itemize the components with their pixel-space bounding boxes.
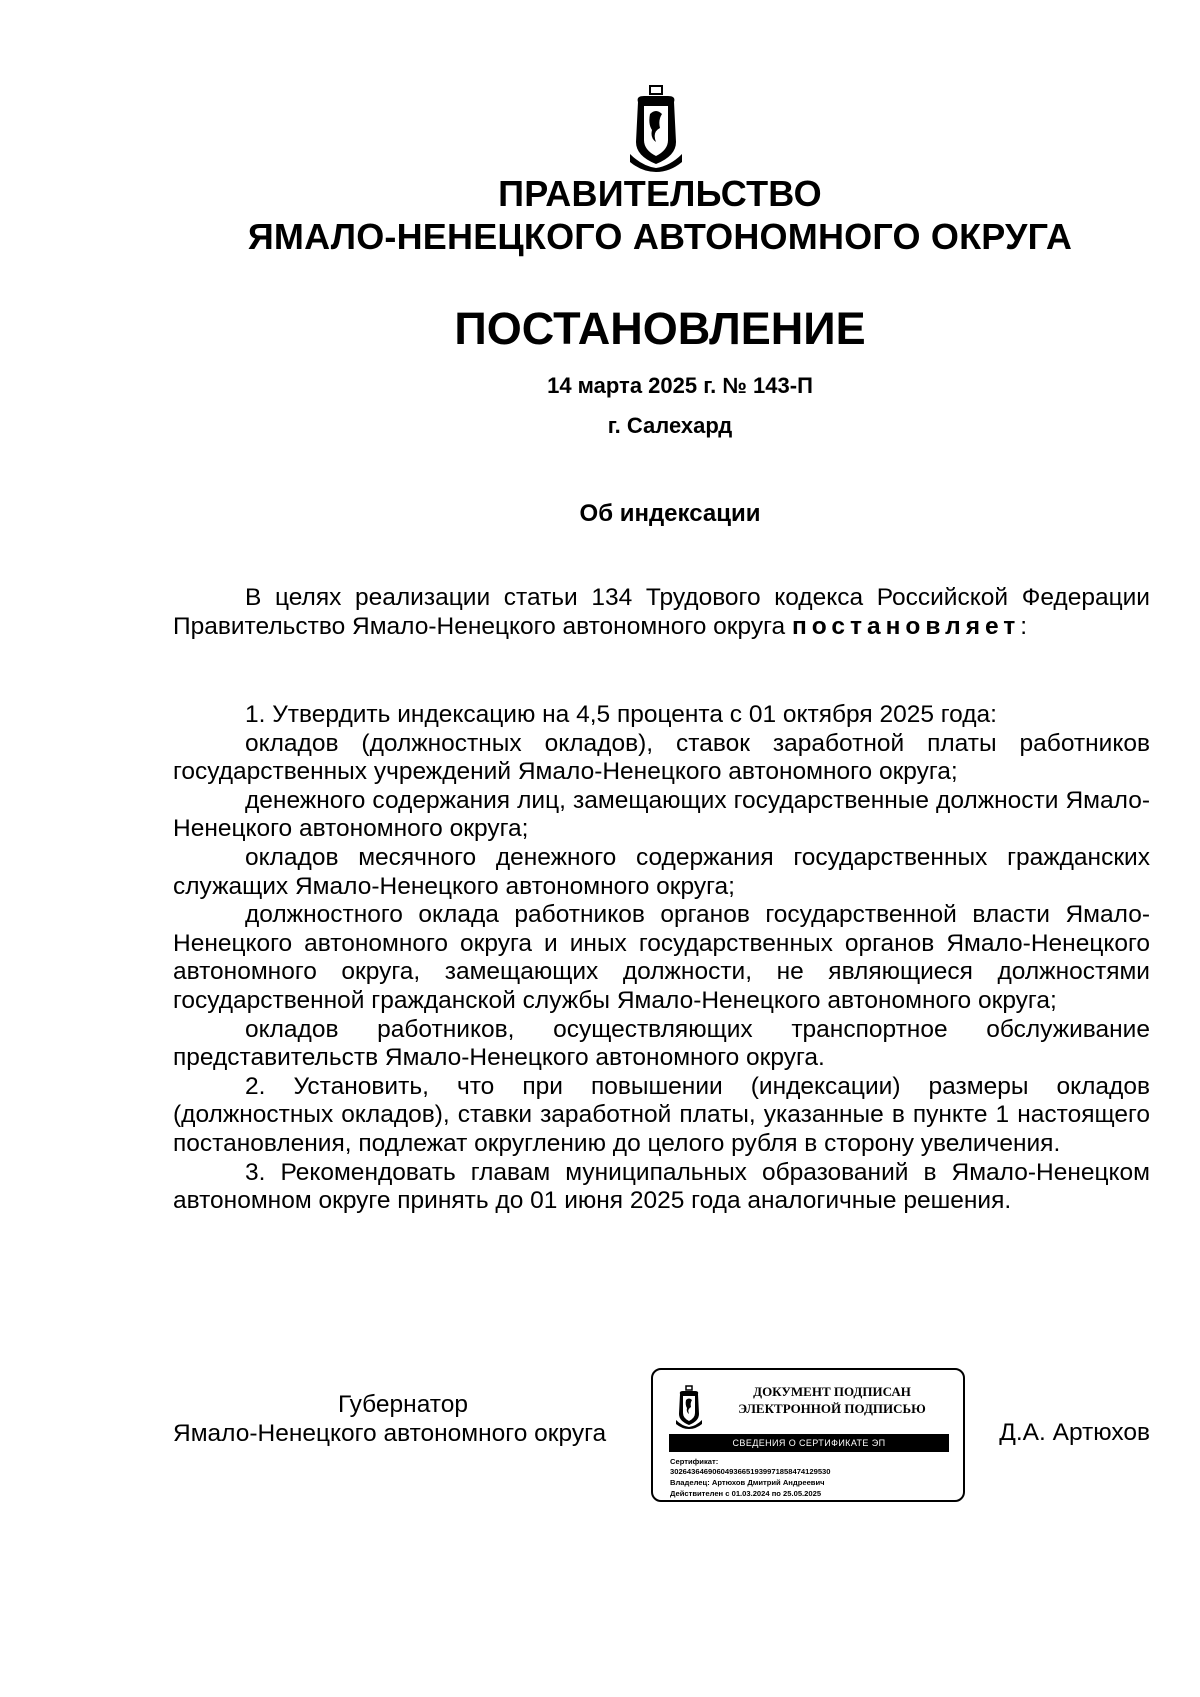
organization-title-line2: ЯМАЛО-НЕНЕЦКОГО АВТОНОМНОГО ОКРУГА xyxy=(247,216,1073,257)
preamble xyxy=(173,584,1150,641)
document-date-number: 14 марта 2025 г. № 143-П xyxy=(547,373,813,398)
stamp-owner: Владелец: Артюхов Дмитрий Андреевич xyxy=(670,1478,825,1487)
paragraph-subitem: окладов месячного денежного содержания государственных гражданских служащих Ямало-Ненецкого автономного округа; xyxy=(173,843,1150,900)
stamp-validity: Действителен с 01.03.2024 по 25.05.2025 xyxy=(670,1489,822,1498)
coat-of-arms-icon xyxy=(675,1384,703,1430)
preamble-paragraph xyxy=(173,584,1150,641)
paragraph-item-1: 1. Утвердить индексацию на 4,5 процента с 01 октября 2025 года: xyxy=(245,701,997,728)
decree-word: постановляет xyxy=(791,612,1021,640)
document-place: г. Салехард xyxy=(607,413,733,438)
signatory-title: Губернатор xyxy=(338,1391,468,1418)
preamble-colon: : xyxy=(1020,612,1028,640)
stamp-cert-label: Сертификат: xyxy=(670,1457,719,1466)
coat-of-arms-icon xyxy=(628,84,684,172)
paragraph-subitem: окладов работников, осуществляющих транспортное обслуживание представительств Ямало-Ненецкого автономного округа. xyxy=(173,1015,1150,1072)
document-subject: Об индексации xyxy=(579,500,761,527)
preamble-text: В целях реализации статьи 134 Трудового кодекса Российской Федерации Правительство Ямало-Ненецкого автономного округа xyxy=(173,584,1150,640)
paragraph-item-2: 2. Установить, что при повышении (индексации) размеры окладов (должностных окладов), ставки заработной платы, указанные в пункте 1 настоящего постановления, подлежат округлению до целого рубля в сторону увеличения. xyxy=(173,1072,1150,1157)
decree-body xyxy=(173,701,1150,1216)
stamp-title-line2: ЭЛЕКТРОННОЙ ПОДПИСЬЮ xyxy=(738,1401,926,1416)
paragraph-subitem: должностного оклада работников органов государственной власти Ямало-Ненецкого автономного округа и иных государственных органов Ямало-Ненецкого автономного округа, замещающих должности, не являющиеся должностями государственной гражданской службы Ямало-Ненецкого автономного округа; xyxy=(173,901,1150,1014)
electronic-signature-stamp xyxy=(651,1368,965,1502)
document-type: ПОСТАНОВЛЕНИЕ xyxy=(454,303,866,354)
paragraph-item-3: 3. Рекомендовать главам муниципальных образований в Ямало-Ненецком автономном округе принять до 01 июня 2025 года аналогичные решения. xyxy=(173,1158,1150,1215)
paragraph-subitem: окладов (должностных окладов), ставок заработной платы работников государственных учреждений Ямало-Ненецкого автономного округа; xyxy=(173,729,1150,786)
stamp-title-line1: ДОКУМЕНТ ПОДПИСАН xyxy=(753,1384,911,1399)
signatory-region: Ямало-Ненецкого автономного округа xyxy=(173,1420,607,1447)
signatory-position xyxy=(173,1390,643,1448)
signatory-name: Д.А. Артюхов xyxy=(999,1419,1150,1446)
stamp-certificate-bar: СВЕДЕНИЯ О СЕРТИФИКАТЕ ЭП xyxy=(669,1434,949,1452)
paragraph-subitem: денежного содержания лиц, замещающих государственные должности Ямало-Ненецкого автономного округа; xyxy=(173,786,1150,843)
stamp-cert-number: 30264364690604936651939971858474129530 xyxy=(670,1467,831,1476)
stamp-title xyxy=(717,1383,947,1417)
organization-title-line1: ПРАВИТЕЛЬСТВО xyxy=(498,173,822,214)
